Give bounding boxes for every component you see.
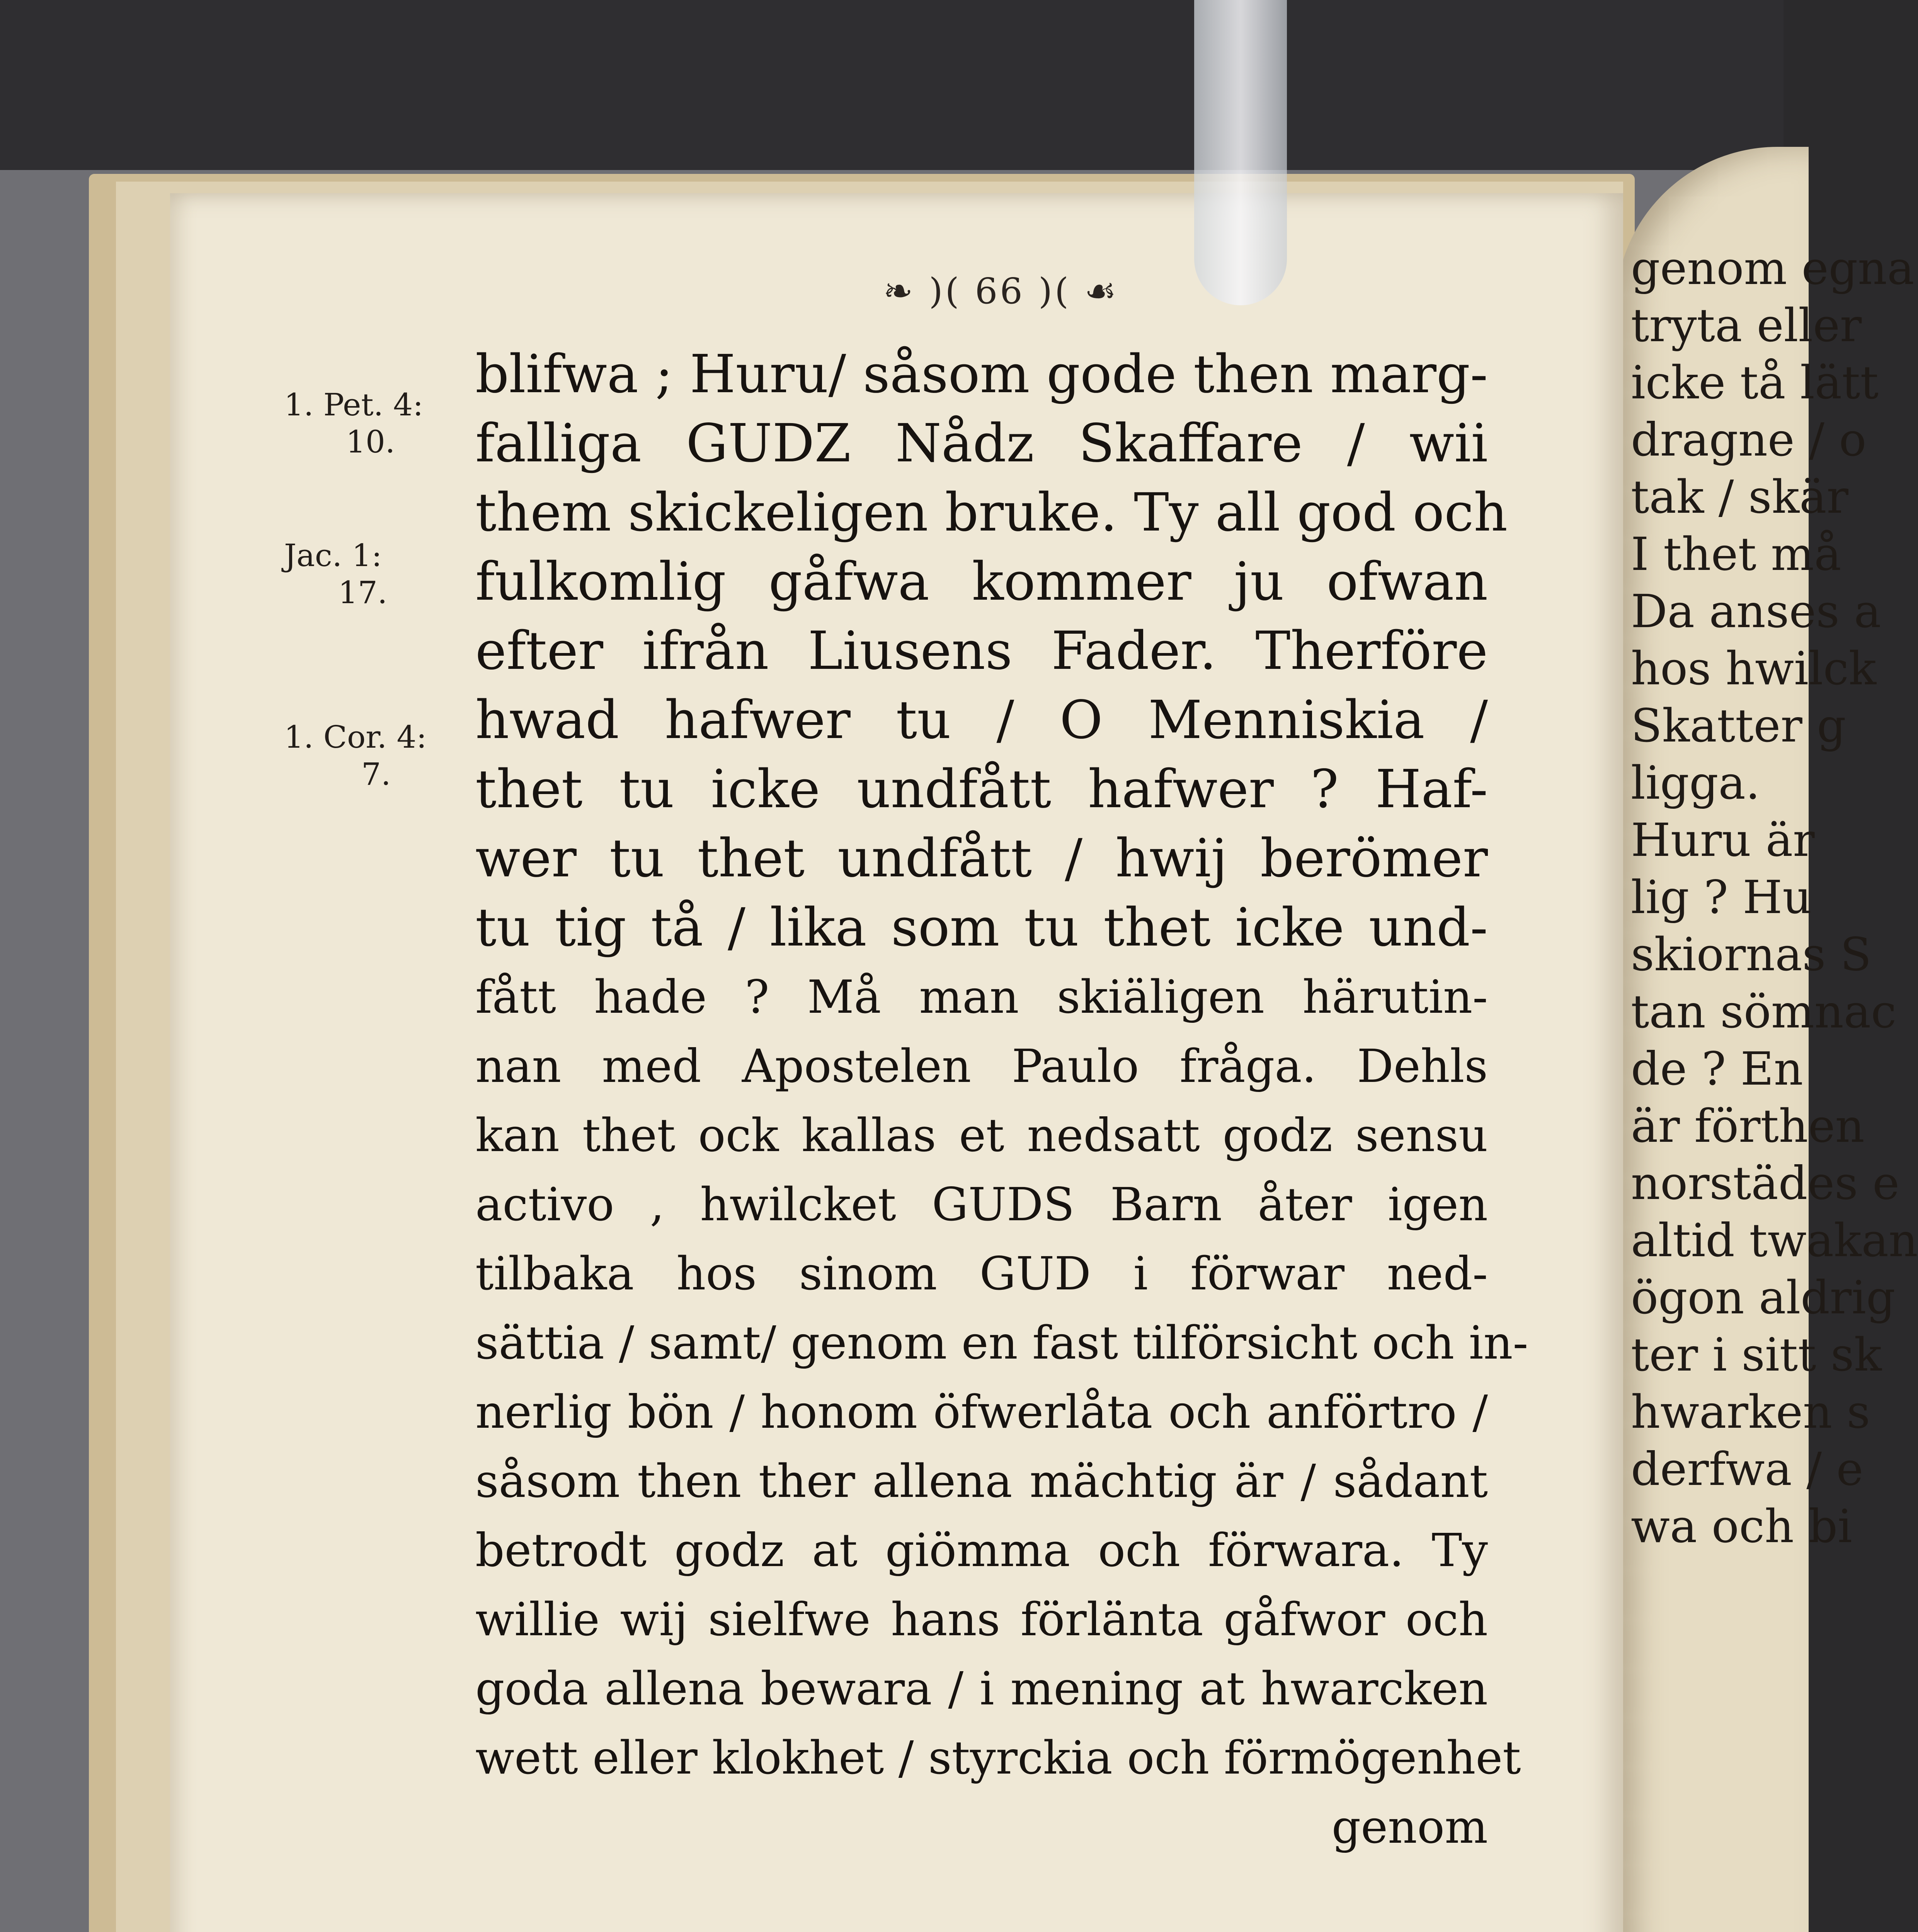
text-line: blifwa ; Huru/ såsom gode then marg- <box>475 344 1488 405</box>
text-line: hwad hafwer tu / O Menniskia / <box>475 690 1488 751</box>
facing-line: tan sömnac <box>1631 985 1897 1038</box>
text-line: såsom then ther allena mächtig är / sådant <box>475 1454 1488 1508</box>
facing-line: wa och bi <box>1631 1500 1852 1553</box>
margin-ref: 1. Cor. 4: <box>284 719 427 755</box>
margin-ref-sub: 7. <box>361 756 391 792</box>
facing-line: de ? En <box>1631 1042 1803 1095</box>
facing-line: tryta eller <box>1631 299 1862 352</box>
text-line: fått hade ? Må man skiäligen härutin- <box>475 970 1488 1024</box>
page-header: ❧ )( 66 )( ☙ <box>883 270 1119 312</box>
facing-line: Da anses a <box>1631 585 1881 638</box>
facing-line: ligga. <box>1631 756 1760 810</box>
text-line: nerlig bön / honom öfwerlåta och anförtro / <box>475 1385 1488 1439</box>
facing-page <box>1615 147 1918 1932</box>
facing-line: derfwa / e <box>1631 1442 1864 1496</box>
facing-line: hwarken s <box>1631 1385 1870 1439</box>
facing-line: Huru är <box>1631 813 1815 867</box>
text-line: activo , hwilcket GUDS Barn åter igen <box>475 1178 1488 1231</box>
margin-ref-1pet <box>284 386 423 461</box>
facing-page-text <box>1631 240 1918 1555</box>
margin-ref-sub: 10. <box>346 424 395 460</box>
text-line: efter ifrån Liusens Fader. Therföre <box>475 621 1488 682</box>
facing-line: I thet må <box>1631 527 1841 581</box>
text-line: wett eller klokhet / styrckia och förmögenhet <box>475 1731 1521 1784</box>
facing-line: Skatter g <box>1631 699 1846 752</box>
facing-line: hos hwilck <box>1631 642 1877 695</box>
text-line: goda allena bewara / i mening at hwarcken <box>475 1662 1488 1715</box>
text-line: tilbaka hos sinom GUD i förwar ned- <box>475 1247 1488 1300</box>
page-clip-top <box>1194 0 1287 305</box>
margin-ref-jac <box>284 537 387 611</box>
facing-line: tak / skär <box>1631 470 1848 524</box>
catchword: genom <box>1331 1800 1488 1854</box>
text-line: falliga GUDZ Nådz Skaffare / wii <box>475 413 1488 474</box>
text-line: thet tu icke undfått hafwer ? Haf- <box>475 759 1488 820</box>
text-line: nan med Apostelen Paulo fråga. Dehls <box>475 1039 1488 1093</box>
facing-line: är förthen <box>1631 1099 1865 1153</box>
facing-line: altid twakan <box>1631 1214 1918 1267</box>
text-line: kan thet ock kallas et nedsatt godz sensu <box>475 1109 1488 1162</box>
text-line: sättia / samt/ genom en fast tilförsicht och in- <box>475 1316 1528 1369</box>
text-line: fulkomlig gåfwa kommer ju ofwan <box>475 551 1488 612</box>
margin-ref-sub: 17. <box>338 575 388 611</box>
facing-line: lig ? Hu <box>1631 871 1812 924</box>
facing-line: ter i sitt sk <box>1631 1328 1882 1381</box>
text-line: tu tig tå / lika som tu thet icke und- <box>475 897 1488 958</box>
text-line: willie wij sielfwe hans förlänta gåfwor och <box>475 1593 1488 1646</box>
facing-line: norstädes e <box>1631 1156 1900 1210</box>
margin-ref: 1. Pet. 4: <box>284 387 424 423</box>
text-line: them skickeligen bruke. Ty all god och <box>475 482 1508 543</box>
facing-line: ögon aldrig <box>1631 1271 1896 1324</box>
facing-line: genom egna <box>1631 242 1915 295</box>
page-body-text <box>475 340 1528 1862</box>
text-line: wer tu thet undfått / hwij berömer <box>475 828 1488 889</box>
facing-line: icke tå lätt <box>1631 356 1879 409</box>
facing-line: dragne / o <box>1631 413 1867 466</box>
margin-ref: Jac. 1: <box>284 537 382 573</box>
margin-ref-1cor <box>284 719 427 793</box>
facing-line: skiornas S <box>1631 928 1872 981</box>
text-line: betrodt godz at giömma och förwara. Ty <box>475 1524 1488 1577</box>
